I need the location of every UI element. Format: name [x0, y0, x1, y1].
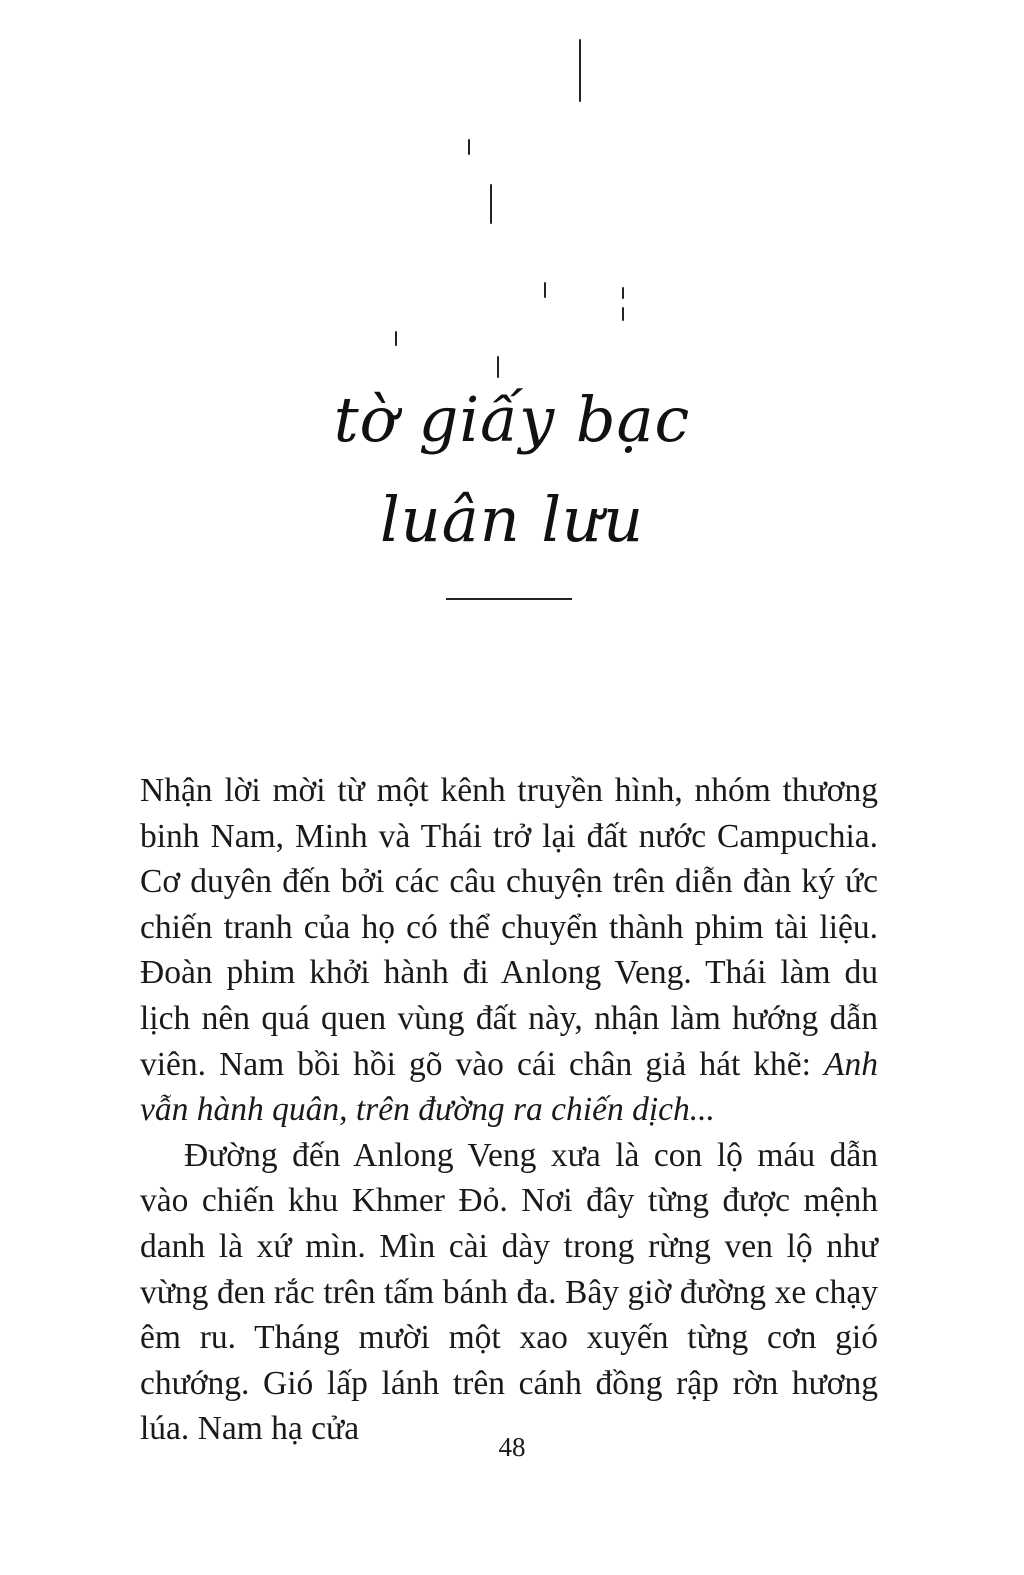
paragraph-1-italic-lyric: Anh vẫn hành quân, trên đường ra chiến dịch...: [140, 1045, 878, 1129]
paragraph-1-text: Nhận lời mời từ một kênh truyền hình, nhóm thương binh Nam, Minh và Thái trở lại đất nước Campuchia. Cơ duyên đến bởi các câu chuyện trên diễn đàn ký ức chiến tranh của họ có thể chuyển thành phim tài liệu. Đoàn phim khởi hành đi Anlong Veng. Thái làm du lịch nên quá quen vùng đất này, nhận làm hướng dẫn viên. Nam bồi hồi gõ vào cái chân giả hát khẽ:: [140, 772, 878, 1083]
paragraph-2: [140, 1133, 878, 1452]
chapter-title: [0, 370, 1024, 570]
title-divider: [446, 598, 572, 600]
paragraph-1: [140, 768, 878, 1133]
page-number: 48: [498, 1432, 526, 1462]
chapter-body: [140, 768, 878, 1452]
chapter-title-line-2: luân lưu: [379, 483, 645, 556]
chapter-title-line-1: tờ giấy bạc: [333, 383, 691, 456]
paragraph-2-text: Đường đến Anlong Veng xưa là con lộ máu dẫn vào chiến khu Khmer Đỏ. Nơi đây từng được mệnh danh là xứ mìn. Mìn cài dày trong rừng ven lộ như vừng đen rắc trên tấm bánh đa. Bây giờ đường xe chạy êm ru. Tháng mười một xao xuyến từng cơn gió chướng. Gió lấp lánh trên cánh đồng rập rờn hương lúa. Nam hạ cửa: [140, 1136, 878, 1448]
falling-lines-decoration: [0, 0, 1024, 400]
